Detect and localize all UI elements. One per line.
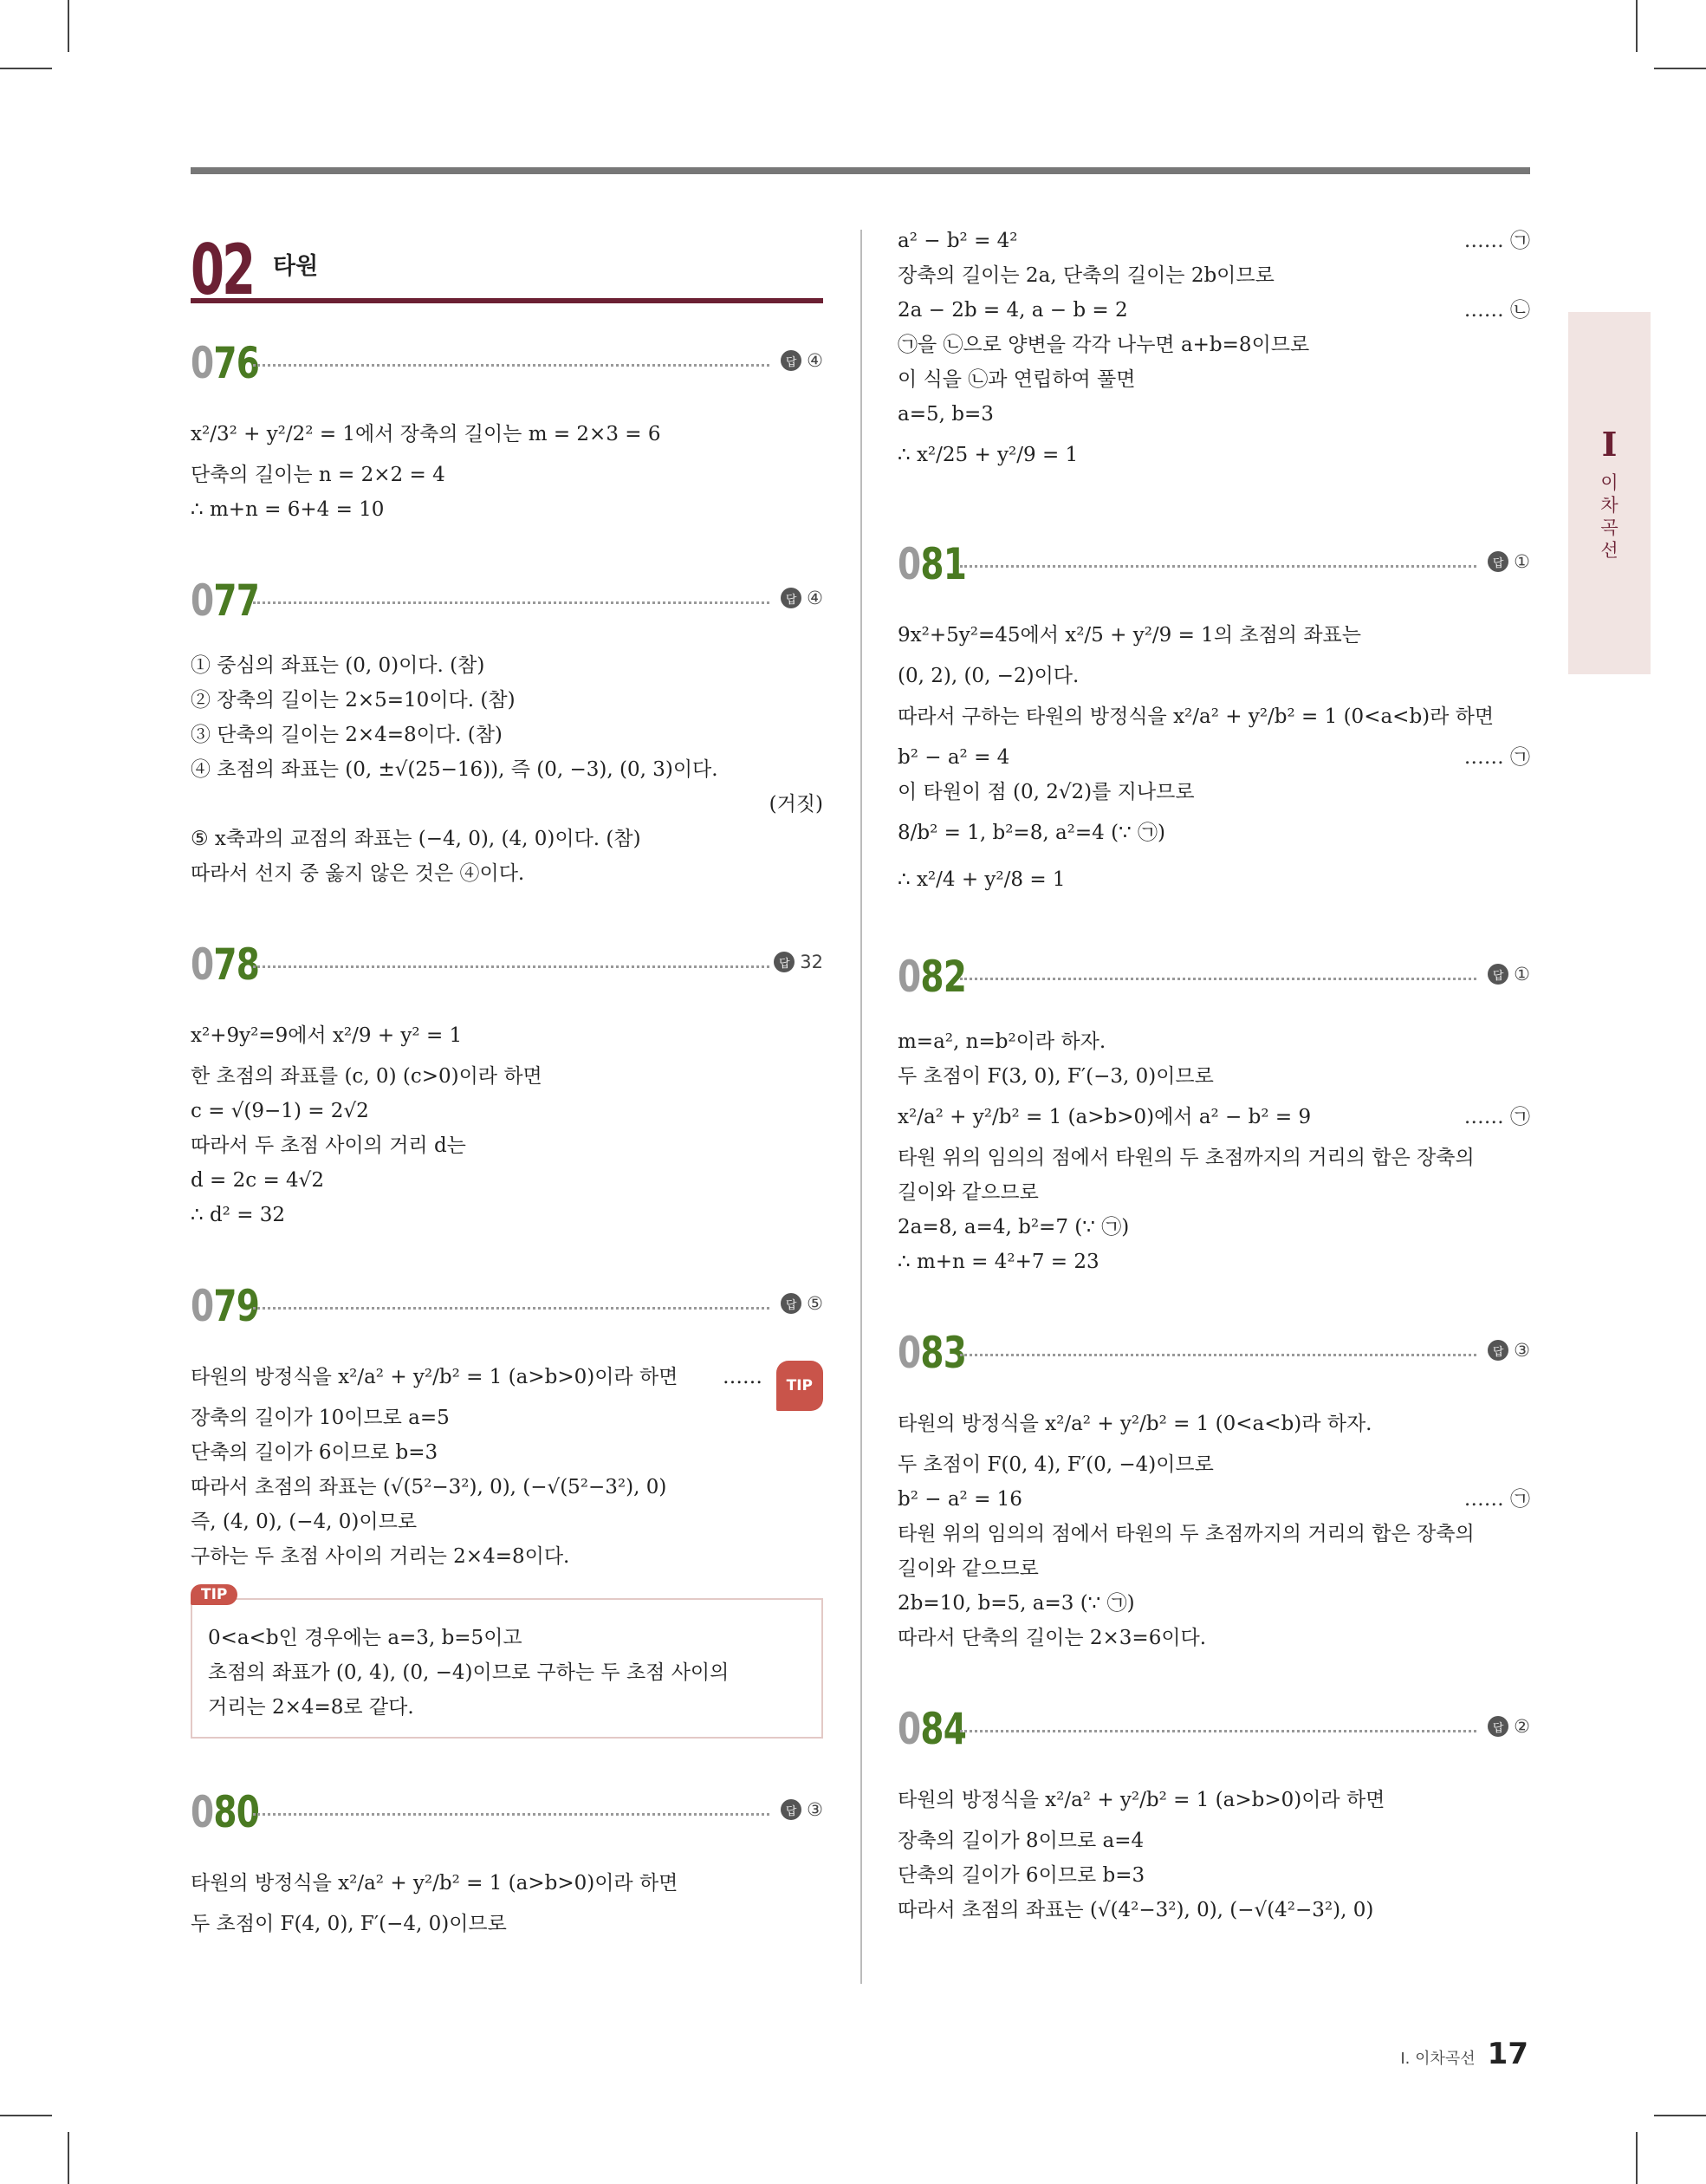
- solution-text: 타원의 방정식을 x²/a² + y²/b² = 1 (a>b>0)이라 하면: [191, 1366, 678, 1388]
- solution-line: ④ 초점의 좌표는 (0, ±√(25−16)), 즉 (0, −3), (0, 3)이다.: [191, 758, 718, 781]
- answer-value: ⑤: [807, 1293, 823, 1314]
- solution-line: d = 2c = 4√2: [191, 1169, 324, 1192]
- problem-078: [191, 939, 823, 1232]
- problem-header: [191, 939, 823, 991]
- chapter-tab-roman: I: [1601, 425, 1618, 464]
- problem-header: [191, 338, 823, 390]
- problem-080: [191, 1787, 823, 1941]
- solution-line: 한 초점의 좌표를 (c, 0) (c>0)이라 하면: [191, 1065, 542, 1088]
- equation-marker: …… ㉠: [1463, 230, 1530, 252]
- solution-line: 길이와 같으므로: [898, 1557, 1039, 1580]
- tip-box: [191, 1586, 823, 1739]
- answer-icon: 답: [1488, 551, 1508, 572]
- problem-number: 081: [898, 539, 967, 589]
- solution-text: a² − b² = 4²: [898, 230, 1018, 252]
- solution-line: 따라서 단축의 길이는 2×3=6이다.: [898, 1627, 1207, 1649]
- answer-icon: 답: [1488, 964, 1508, 985]
- solution-line: 9x²+5y²=45에서 x²/5 + y²/9 = 1의 초점의 좌표는: [898, 624, 1361, 647]
- solution-line: [191, 1354, 823, 1401]
- problem-header: [898, 539, 1530, 591]
- answer: [781, 588, 823, 608]
- solution-line: ∴ m+n = 4²+7 = 23: [898, 1251, 1099, 1273]
- footer-chapter: Ⅰ. 이차곡선: [1400, 2050, 1476, 2068]
- solution-line: (0, 2), (0, −2)이다.: [898, 665, 1080, 687]
- solution-line: 장축의 길이가 10이므로 a=5: [191, 1407, 450, 1429]
- problem-number: 080: [191, 1787, 260, 1837]
- tip-line: 0<a<b인 경우에는 a=3, b=5이고: [208, 1627, 522, 1649]
- equation-marker: …… ㉠: [1463, 746, 1530, 769]
- solution-line: ∴ m+n = 6+4 = 10: [191, 498, 385, 521]
- left-column: [191, 224, 823, 1990]
- problem-header: [898, 1328, 1530, 1380]
- solution-line: 타원 위의 임의의 점에서 타원의 두 초점까지의 거리의 합은 장축의: [898, 1523, 1475, 1545]
- solution-line: ㉠을 ㉡으로 양변을 각각 나누면 a+b=8이므로: [898, 334, 1310, 356]
- solution-line: 타원의 방정식을 x²/a² + y²/b² = 1 (a>b>0)이라 하면: [898, 1789, 1385, 1811]
- solution-line: 타원의 방정식을 x²/a² + y²/b² = 1 (0<a<b)라 하자.: [898, 1413, 1372, 1435]
- solution-line: [898, 1094, 1530, 1141]
- problem-080-continued: [898, 224, 1530, 478]
- answer-value: ③: [1514, 1340, 1530, 1361]
- chapter-tab-char: 곡: [1600, 517, 1618, 538]
- problem-number: 083: [898, 1328, 967, 1378]
- leader-dots: [960, 978, 1476, 980]
- solution-line: 이 식을 ㉡과 연립하여 풀면: [898, 368, 1136, 391]
- answer: [1488, 964, 1530, 985]
- solution-line: (거짓): [769, 793, 823, 816]
- answer-value: ④: [807, 588, 823, 608]
- answer-icon: 답: [774, 952, 795, 972]
- solution-line: 장축의 길이가 8이므로 a=4: [898, 1830, 1145, 1852]
- leader-dots: [960, 1730, 1476, 1732]
- solution-line: 단축의 길이가 6이므로 b=3: [191, 1441, 438, 1464]
- solution-line: 두 초점이 F(4, 0), F′(−4, 0)이므로: [191, 1913, 507, 1935]
- solution-line: 2a=8, a=4, b²=7 (∵ ㉠): [898, 1216, 1130, 1238]
- answer-value: ①: [1514, 964, 1530, 985]
- problem-header: [191, 1281, 823, 1333]
- page-footer: [1400, 2037, 1528, 2071]
- crop-mark: [1654, 68, 1706, 69]
- equation-marker: …… ㉠: [1463, 1488, 1530, 1511]
- solution-line: 따라서 초점의 좌표는 (√(4²−3²), 0), (−√(4²−3²), 0): [898, 1899, 1374, 1921]
- chapter-tab-char: 선: [1600, 540, 1618, 561]
- solution-line: 타원 위의 임의의 점에서 타원의 두 초점까지의 거리의 합은 장축의: [898, 1147, 1475, 1169]
- crop-mark: [68, 0, 69, 52]
- solution-line: ③ 단축의 길이는 2×4=8이다. (참): [191, 724, 503, 746]
- solution-line: 따라서 두 초점 사이의 거리 d는: [191, 1134, 466, 1157]
- problem-number: 077: [191, 575, 260, 626]
- solution-line: c = √(9−1) = 2√2: [191, 1100, 369, 1122]
- solution-line: [898, 740, 1530, 775]
- solution-line: ∴ x²/4 + y²/8 = 1: [898, 868, 1066, 891]
- tip-marker: ……: [723, 1366, 762, 1388]
- tip-line: 거리는 2×4=8로 같다.: [208, 1696, 414, 1719]
- solution-line: 단축의 길이는 n = 2×2 = 4: [191, 464, 445, 486]
- chapter-tab-label: [1568, 471, 1651, 562]
- problem-header: [191, 575, 823, 627]
- answer-icon: 답: [1488, 1340, 1508, 1361]
- solution-line: a=5, b=3: [898, 403, 994, 426]
- crop-mark: [0, 68, 52, 69]
- problem-077: [191, 575, 823, 891]
- answer-icon: 답: [781, 350, 801, 371]
- solution-line: 단축의 길이가 6이므로 b=3: [898, 1864, 1145, 1887]
- leader-dots: [253, 1307, 769, 1310]
- solution-line: ∴ d² = 32: [191, 1204, 286, 1226]
- solution-line: [898, 224, 1530, 258]
- answer: [781, 1799, 823, 1820]
- chapter-tab-char: 차: [1600, 495, 1618, 516]
- answer: [781, 1293, 823, 1314]
- leader-dots: [960, 1354, 1476, 1356]
- answer-value: ④: [807, 350, 823, 371]
- answer-value: ②: [1514, 1716, 1530, 1737]
- crop-mark: [1654, 2115, 1706, 2116]
- problem-084: [898, 1704, 1530, 1927]
- solution-text: x²/a² + y²/b² = 1 (a>b>0)에서 a² − b² = 9: [898, 1106, 1312, 1128]
- solution-line: 따라서 초점의 좌표는 (√(5²−3²), 0), (−√(5²−3²), 0): [191, 1476, 667, 1498]
- tip-label: TIP: [191, 1584, 237, 1605]
- solution-line: 2b=10, b=5, a=3 (∵ ㉠): [898, 1592, 1135, 1615]
- leader-dots: [253, 364, 769, 367]
- solution-line: 길이와 같으므로: [898, 1181, 1039, 1204]
- leader-dots: [253, 601, 769, 604]
- page-number: 17: [1487, 2037, 1528, 2071]
- equation-marker: …… ㉠: [1463, 1106, 1530, 1128]
- problem-076: [191, 338, 823, 527]
- solution-line: ① 중심의 좌표는 (0, 0)이다. (참): [191, 654, 485, 677]
- solution-text: b² − a² = 4: [898, 746, 1010, 769]
- solution-line: 따라서 선지 중 옳지 않은 것은 ④이다.: [191, 862, 525, 885]
- answer-value: ③: [807, 1799, 823, 1820]
- tip-line: 초점의 좌표가 (0, 4), (0, −4)이므로 구하는 두 초점 사이의: [208, 1661, 730, 1684]
- solution-line: 두 초점이 F(3, 0), F′(−3, 0)이므로: [898, 1065, 1214, 1088]
- solution-line: 장축의 길이는 2a, 단축의 길이는 2b이므로: [898, 264, 1275, 287]
- section-title: 타원: [273, 253, 319, 280]
- chapter-tab: [1568, 312, 1651, 674]
- solution-line: 두 초점이 F(0, 4), F′(0, −4)이므로: [898, 1453, 1214, 1476]
- solution-line: [898, 293, 1530, 328]
- problem-header: [898, 952, 1530, 1004]
- problem-081: [898, 539, 1530, 903]
- solution-line: x²/3² + y²/2² = 1에서 장축의 길이는 m = 2×3 = 6: [191, 423, 661, 445]
- leader-dots: [960, 565, 1476, 568]
- equation-marker: …… ㉡: [1463, 299, 1530, 322]
- problem-number: 079: [191, 1281, 260, 1331]
- problem-header: [898, 1704, 1530, 1756]
- problem-number: 084: [898, 1704, 967, 1754]
- solution-line: [898, 1482, 1530, 1517]
- crop-mark: [68, 2132, 69, 2184]
- section-header: [191, 224, 823, 310]
- problem-079: [191, 1281, 823, 1739]
- problem-number: 078: [191, 939, 260, 990]
- solution-line: 구하는 두 초점 사이의 거리는 2×4=8이다.: [191, 1545, 570, 1568]
- solution-line: 즉, (4, 0), (−4, 0)이므로: [191, 1511, 418, 1533]
- solution-text: 2a − 2b = 4, a − b = 2: [898, 299, 1128, 322]
- section-number: 02: [191, 230, 254, 310]
- solution-line: x²+9y²=9에서 x²/9 + y² = 1: [191, 1024, 463, 1047]
- problem-number: 076: [191, 338, 260, 388]
- solution-text: b² − a² = 16: [898, 1488, 1022, 1511]
- problem-082: [898, 952, 1530, 1279]
- header-rule: [191, 167, 1530, 174]
- solution-line: ② 장축의 길이는 2×5=10이다. (참): [191, 689, 516, 712]
- answer-icon: 답: [1488, 1716, 1508, 1737]
- answer: [1488, 1340, 1530, 1361]
- leader-dots: [253, 965, 769, 968]
- answer-icon: 답: [781, 1799, 801, 1820]
- chapter-tab-char: 이: [1600, 472, 1618, 493]
- solution-line: 따라서 구하는 타원의 방정식을 x²/a² + y²/b² = 1 (0<a<b)라 하면: [898, 705, 1495, 728]
- solution-line: 이 타원이 점 (0, 2√2)를 지나므로: [898, 781, 1195, 803]
- answer: [1488, 1716, 1530, 1737]
- answer: [774, 952, 823, 972]
- crop-mark: [1636, 0, 1638, 52]
- answer-value: 32: [800, 952, 823, 972]
- solution-line: ⑤ x축과의 교점의 좌표는 (−4, 0), (4, 0)이다. (참): [191, 828, 641, 850]
- right-column: [898, 224, 1530, 1976]
- answer-value: ①: [1514, 551, 1530, 572]
- leader-dots: [253, 1813, 769, 1816]
- answer: [1488, 551, 1530, 572]
- solution-line: 타원의 방정식을 x²/a² + y²/b² = 1 (a>b>0)이라 하면: [191, 1872, 678, 1895]
- tip-badge: TIP: [776, 1361, 823, 1411]
- problem-header: [191, 1787, 823, 1839]
- problem-083: [898, 1328, 1530, 1655]
- crop-mark: [0, 2115, 52, 2116]
- column-divider: [860, 230, 862, 1984]
- solution-line: ∴ x²/25 + y²/9 = 1: [898, 444, 1079, 466]
- solution-line: m=a², n=b²이라 하자.: [898, 1030, 1106, 1053]
- crop-mark: [1636, 2132, 1638, 2184]
- answer-icon: 답: [781, 588, 801, 608]
- answer-icon: 답: [781, 1293, 801, 1314]
- problem-number: 082: [898, 952, 967, 1002]
- answer: [781, 350, 823, 371]
- solution-line: 8/b² = 1, b²=8, a²=4 (∵ ㉠): [898, 822, 1165, 844]
